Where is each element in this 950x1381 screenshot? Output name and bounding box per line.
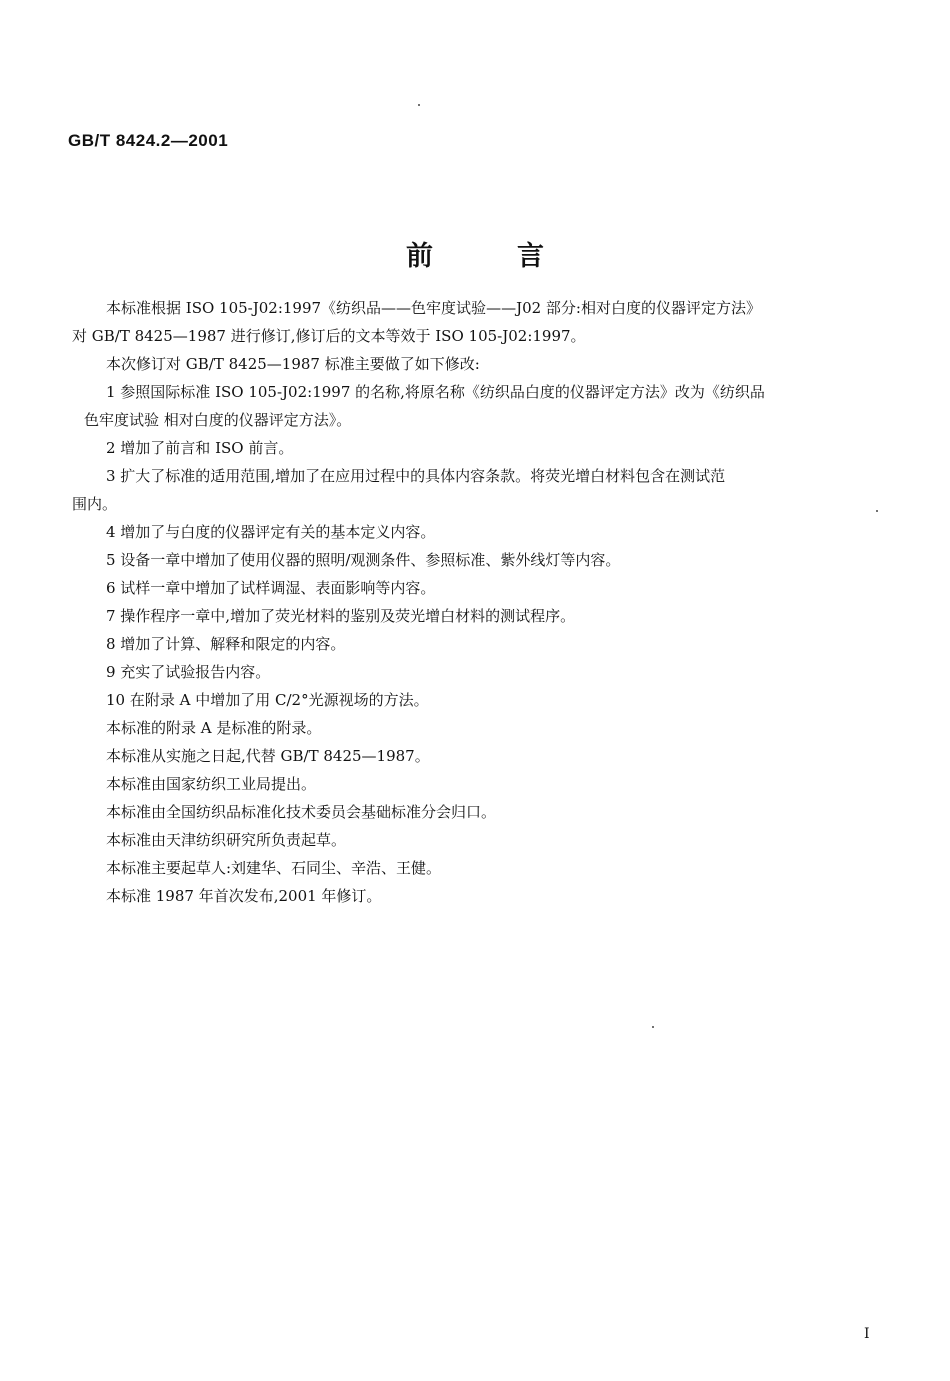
scan-speck <box>652 1026 654 1028</box>
appendix-note: 本标准的附录 A 是标准的附录。 <box>106 719 322 737</box>
changes-lead: 本次修订对 GB/T 8425—1987 标准主要做了如下修改: <box>106 355 480 373</box>
drafted-by-note: 本标准由天津纺织研究所负责起草。 <box>106 831 347 849</box>
standard-code: GB/T 8424.2—2001 <box>68 131 229 150</box>
scan-speck <box>418 104 420 106</box>
change-item-8: 8 增加了计算、解释和限定的内容。 <box>106 635 346 653</box>
change-item-1-line1: 1 参照国际标准 ISO 105-J02:1997 的名称,将原名称《纺织品白度的仪器评定方法》改为《纺织品 <box>106 383 765 401</box>
history-note: 本标准 1987 年首次发布,2001 年修订。 <box>106 887 382 905</box>
change-item-10: 10 在附录 A 中增加了用 C/2°光源视场的方法。 <box>106 691 429 709</box>
intro-paragraph-line2: 对 GB/T 8425—1987 进行修订,修订后的文本等效于 ISO 105-J02:1997。 <box>72 327 586 345</box>
change-item-4: 4 增加了与白度的仪器评定有关的基本定义内容。 <box>106 523 436 541</box>
change-item-7: 7 操作程序一章中,增加了荧光材料的鉴别及荧光增白材料的测试程序。 <box>106 607 576 625</box>
change-item-9: 9 充实了试验报告内容。 <box>106 663 271 681</box>
scan-speck <box>876 510 878 512</box>
drafters-note: 本标准主要起草人:刘建华、石同尘、辛浩、王健。 <box>106 859 442 877</box>
centralized-by-note: 本标准由全国纺织品标准化技术委员会基础标准分会归口。 <box>106 803 497 821</box>
change-item-3-line2: 围内。 <box>72 495 118 513</box>
change-item-1-line2: 色牢度试验 相对白度的仪器评定方法》。 <box>84 411 352 429</box>
proposed-by-note: 本标准由国家纺织工业局提出。 <box>106 775 317 793</box>
change-item-6: 6 试样一章中增加了试样调湿、表面影响等内容。 <box>106 579 436 597</box>
change-item-5: 5 设备一章中增加了使用仪器的照明/观测条件、参照标准、紫外线灯等内容。 <box>106 551 621 569</box>
page-number: I <box>864 1326 870 1342</box>
foreword-body <box>72 294 902 910</box>
page-title: 前言 <box>406 241 628 272</box>
change-item-3-line1: 3 扩大了标准的适用范围,增加了在应用过程中的具体内容条款。将荧光增白材料包含在测试范 <box>106 467 726 485</box>
intro-paragraph-line1: 本标准根据 ISO 105-J02:1997《纺织品——色牢度试验——J02 部分:相对白度的仪器评定方法》 <box>106 299 761 317</box>
change-item-2: 2 增加了前言和 ISO 前言。 <box>106 439 294 457</box>
replaces-note: 本标准从实施之日起,代替 GB/T 8425—1987。 <box>106 747 430 765</box>
